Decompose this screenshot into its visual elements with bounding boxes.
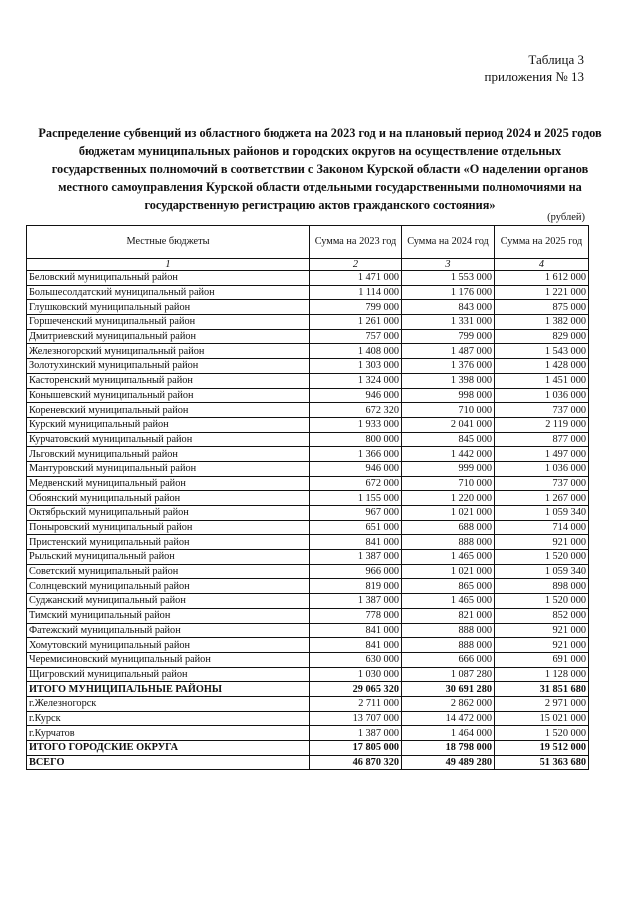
amount-2024-cell: 688 000 <box>402 520 495 535</box>
table-row <box>27 315 589 330</box>
amount-2025-cell: 1 543 000 <box>495 344 589 359</box>
amount-2024-cell: 2 041 000 <box>402 417 495 432</box>
amount-2023-cell: 841 000 <box>310 638 402 653</box>
column-header-2023-label: Сумма на 2023 год <box>314 236 397 247</box>
amount-2024-cell: 1 464 000 <box>402 726 495 741</box>
table-row <box>27 711 589 726</box>
budget-name-cell: Дмитриевский муниципальный район <box>27 329 310 344</box>
column-number: 2 <box>310 259 402 271</box>
amount-2025-cell: 829 000 <box>495 329 589 344</box>
amount-2024-cell: 1 021 000 <box>402 564 495 579</box>
amount-2024-cell: 1 176 000 <box>402 285 495 300</box>
table-row <box>27 667 589 682</box>
table-row <box>27 594 589 609</box>
amount-2023-cell: 799 000 <box>310 300 402 315</box>
units-label: (рублей) <box>547 212 585 223</box>
table-row <box>27 461 589 476</box>
budget-name-cell: Щигровский муниципальный район <box>27 667 310 682</box>
budget-name-cell: Касторенский муниципальный район <box>27 373 310 388</box>
amount-2023-cell: 778 000 <box>310 608 402 623</box>
budget-name-cell: Фатежский муниципальный район <box>27 623 310 638</box>
column-header-2023 <box>310 226 402 259</box>
amount-2024-cell: 843 000 <box>402 300 495 315</box>
column-header-2024 <box>402 226 495 259</box>
amount-2025-cell: 1 382 000 <box>495 315 589 330</box>
table-row <box>27 359 589 374</box>
budget-name-cell: Октябрьский муниципальный район <box>27 506 310 521</box>
amount-2024-cell: 18 798 000 <box>402 741 495 756</box>
amount-2024-cell: 799 000 <box>402 329 495 344</box>
table-row <box>27 403 589 418</box>
table-row <box>27 638 589 653</box>
amount-2023-cell: 1 408 000 <box>310 344 402 359</box>
amount-2024-cell: 888 000 <box>402 535 495 550</box>
amount-2023-cell: 1 366 000 <box>310 447 402 462</box>
amount-2024-cell: 1 465 000 <box>402 550 495 565</box>
budget-name-cell: Черемисиновский муниципальный район <box>27 652 310 667</box>
budget-name-cell: г.Железногорск <box>27 696 310 711</box>
amount-2024-cell: 1 465 000 <box>402 594 495 609</box>
budget-name-cell: Мантуровский муниципальный район <box>27 461 310 476</box>
amount-2024-cell: 1 442 000 <box>402 447 495 462</box>
amount-2024-cell: 2 862 000 <box>402 696 495 711</box>
table-row <box>27 550 589 565</box>
amount-2025-cell: 852 000 <box>495 608 589 623</box>
amount-2023-cell: 1 471 000 <box>310 271 402 286</box>
budget-name-cell: ИТОГО ГОРОДСКИЕ ОКРУГА <box>27 741 310 756</box>
amount-2025-cell: 2 119 000 <box>495 417 589 432</box>
column-number: 1 <box>27 259 310 271</box>
table-row <box>27 329 589 344</box>
amount-2024-cell: 998 000 <box>402 388 495 403</box>
table-row <box>27 696 589 711</box>
amount-2025-cell: 921 000 <box>495 623 589 638</box>
amount-2025-cell: 737 000 <box>495 403 589 418</box>
amount-2023-cell: 29 065 320 <box>310 682 402 697</box>
amount-2023-cell: 946 000 <box>310 461 402 476</box>
amount-2025-cell: 31 851 680 <box>495 682 589 697</box>
budget-name-cell: Хомутовский муниципальный район <box>27 638 310 653</box>
amount-2024-cell: 1 487 000 <box>402 344 495 359</box>
amount-2025-cell: 921 000 <box>495 535 589 550</box>
amount-2023-cell: 1 387 000 <box>310 550 402 565</box>
amount-2023-cell: 967 000 <box>310 506 402 521</box>
amount-2025-cell: 1 036 000 <box>495 461 589 476</box>
amount-2023-cell: 1 114 000 <box>310 285 402 300</box>
amount-2024-cell: 710 000 <box>402 403 495 418</box>
amount-2025-cell: 691 000 <box>495 652 589 667</box>
table-row <box>27 535 589 550</box>
budget-name-cell: Глушковский муниципальный район <box>27 300 310 315</box>
amount-2023-cell: 630 000 <box>310 652 402 667</box>
amount-2025-cell: 875 000 <box>495 300 589 315</box>
amount-2025-cell: 921 000 <box>495 638 589 653</box>
table-row <box>27 652 589 667</box>
amount-2024-cell: 49 489 280 <box>402 755 495 770</box>
amount-2023-cell: 1 030 000 <box>310 667 402 682</box>
amount-2024-cell: 821 000 <box>402 608 495 623</box>
amount-2025-cell: 1 059 340 <box>495 564 589 579</box>
amount-2025-cell: 1 520 000 <box>495 594 589 609</box>
table-row <box>27 608 589 623</box>
budget-name-cell: ИТОГО МУНИЦИПАЛЬНЫЕ РАЙОНЫ <box>27 682 310 697</box>
budget-name-cell: Советский муниципальный район <box>27 564 310 579</box>
budget-name-cell: Пристенский муниципальный район <box>27 535 310 550</box>
amount-2023-cell: 1 933 000 <box>310 417 402 432</box>
budget-name-cell: Кореневский муниципальный район <box>27 403 310 418</box>
document-title: Распределение субвенций из областного бюджета на 2023 год и на плановый период 2024 и 2025 годов бюджетам муниципальных районов и городских округов на осуществление отдельных государственных полномочий в соответствии с Законом Курской области «О наделении органов местного самоуправления Курской области отдельными государственными полномочиями на государственную регистрацию актов гражданского состояния» <box>38 126 602 212</box>
table-row <box>27 285 589 300</box>
table-number: Таблица 3 <box>528 52 584 67</box>
amount-2025-cell: 1 128 000 <box>495 667 589 682</box>
amount-2025-cell: 15 021 000 <box>495 711 589 726</box>
amount-2025-cell: 19 512 000 <box>495 741 589 756</box>
amount-2024-cell: 710 000 <box>402 476 495 491</box>
budget-name-cell: Тимский муниципальный район <box>27 608 310 623</box>
amount-2023-cell: 2 711 000 <box>310 696 402 711</box>
table-row <box>27 344 589 359</box>
column-header-2024-label: Сумма на 2024 год <box>407 236 489 247</box>
amount-2024-cell: 865 000 <box>402 579 495 594</box>
amount-2025-cell: 714 000 <box>495 520 589 535</box>
amount-2025-cell: 1 428 000 <box>495 359 589 374</box>
budget-name-cell: г.Курск <box>27 711 310 726</box>
table-row <box>27 476 589 491</box>
budget-name-cell: Обоянский муниципальный район <box>27 491 310 506</box>
amount-2023-cell: 17 805 000 <box>310 741 402 756</box>
column-header-2025-label: Сумма на 2025 год <box>500 236 583 247</box>
budget-name-cell: Беловский муниципальный район <box>27 271 310 286</box>
table-row <box>27 520 589 535</box>
subsidy-table <box>26 225 589 770</box>
budget-name-cell: Рыльский муниципальный район <box>27 550 310 565</box>
amount-2024-cell: 1 376 000 <box>402 359 495 374</box>
amount-2024-cell: 666 000 <box>402 652 495 667</box>
amount-2023-cell: 946 000 <box>310 388 402 403</box>
amount-2023-cell: 1 155 000 <box>310 491 402 506</box>
budget-name-cell: Конышевский муниципальный район <box>27 388 310 403</box>
budget-name-cell: Суджанский муниципальный район <box>27 594 310 609</box>
amount-2023-cell: 1 303 000 <box>310 359 402 374</box>
budget-name-cell: г.Курчатов <box>27 726 310 741</box>
table-total-row <box>27 682 589 697</box>
amount-2023-cell: 46 870 320 <box>310 755 402 770</box>
column-number: 3 <box>402 259 495 271</box>
budget-name-cell: Горшеченский муниципальный район <box>27 315 310 330</box>
budget-name-cell: Большесолдатский муниципальный район <box>27 285 310 300</box>
budget-name-cell: Льговский муниципальный район <box>27 447 310 462</box>
amount-2025-cell: 1 520 000 <box>495 726 589 741</box>
table-row <box>27 726 589 741</box>
amount-2023-cell: 1 387 000 <box>310 726 402 741</box>
amount-2024-cell: 888 000 <box>402 638 495 653</box>
amount-2025-cell: 898 000 <box>495 579 589 594</box>
table-row <box>27 491 589 506</box>
amount-2025-cell: 1 221 000 <box>495 285 589 300</box>
table-row <box>27 388 589 403</box>
amount-2025-cell: 737 000 <box>495 476 589 491</box>
amount-2024-cell: 888 000 <box>402 623 495 638</box>
amount-2023-cell: 966 000 <box>310 564 402 579</box>
amount-2023-cell: 800 000 <box>310 432 402 447</box>
appendix-reference: приложения № 13 <box>484 69 584 84</box>
amount-2024-cell: 14 472 000 <box>402 711 495 726</box>
amount-2023-cell: 672 000 <box>310 476 402 491</box>
amount-2024-cell: 30 691 280 <box>402 682 495 697</box>
column-header-2025 <box>495 226 589 259</box>
amount-2023-cell: 672 320 <box>310 403 402 418</box>
amount-2023-cell: 651 000 <box>310 520 402 535</box>
amount-2023-cell: 757 000 <box>310 329 402 344</box>
budget-name-cell: Поныровский муниципальный район <box>27 520 310 535</box>
table-total-row <box>27 755 589 770</box>
amount-2025-cell: 877 000 <box>495 432 589 447</box>
table-row <box>27 623 589 638</box>
amount-2024-cell: 999 000 <box>402 461 495 476</box>
table-row <box>27 417 589 432</box>
budget-name-cell: Солнцевский муниципальный район <box>27 579 310 594</box>
amount-2025-cell: 2 971 000 <box>495 696 589 711</box>
amount-2025-cell: 1 497 000 <box>495 447 589 462</box>
column-number: 4 <box>495 259 589 271</box>
table-row <box>27 271 589 286</box>
amount-2025-cell: 1 267 000 <box>495 491 589 506</box>
amount-2024-cell: 845 000 <box>402 432 495 447</box>
amount-2025-cell: 1 036 000 <box>495 388 589 403</box>
amount-2023-cell: 841 000 <box>310 623 402 638</box>
amount-2024-cell: 1 331 000 <box>402 315 495 330</box>
amount-2023-cell: 1 261 000 <box>310 315 402 330</box>
budget-name-cell: ВСЕГО <box>27 755 310 770</box>
amount-2025-cell: 51 363 680 <box>495 755 589 770</box>
amount-2025-cell: 1 059 340 <box>495 506 589 521</box>
table-row <box>27 506 589 521</box>
amount-2023-cell: 1 324 000 <box>310 373 402 388</box>
table-body <box>27 271 589 770</box>
budget-name-cell: Золотухинский муниципальный район <box>27 359 310 374</box>
amount-2025-cell: 1 520 000 <box>495 550 589 565</box>
table-row <box>27 432 589 447</box>
table-header-row <box>27 226 589 259</box>
amount-2023-cell: 841 000 <box>310 535 402 550</box>
budget-name-cell: Курчатовский муниципальный район <box>27 432 310 447</box>
column-number-row <box>27 259 589 271</box>
amount-2024-cell: 1 220 000 <box>402 491 495 506</box>
amount-2023-cell: 13 707 000 <box>310 711 402 726</box>
column-header-budgets: Местные бюджеты <box>27 226 310 259</box>
table-row <box>27 579 589 594</box>
budget-name-cell: Медвенский муниципальный район <box>27 476 310 491</box>
table-row <box>27 300 589 315</box>
table-row <box>27 447 589 462</box>
table-total-row <box>27 741 589 756</box>
amount-2024-cell: 1 398 000 <box>402 373 495 388</box>
table-row <box>27 373 589 388</box>
amount-2024-cell: 1 021 000 <box>402 506 495 521</box>
amount-2025-cell: 1 451 000 <box>495 373 589 388</box>
amount-2024-cell: 1 087 280 <box>402 667 495 682</box>
budget-name-cell: Курский муниципальный район <box>27 417 310 432</box>
budget-name-cell: Железногорский муниципальный район <box>27 344 310 359</box>
amount-2024-cell: 1 553 000 <box>402 271 495 286</box>
table-row <box>27 564 589 579</box>
amount-2023-cell: 1 387 000 <box>310 594 402 609</box>
amount-2023-cell: 819 000 <box>310 579 402 594</box>
amount-2025-cell: 1 612 000 <box>495 271 589 286</box>
